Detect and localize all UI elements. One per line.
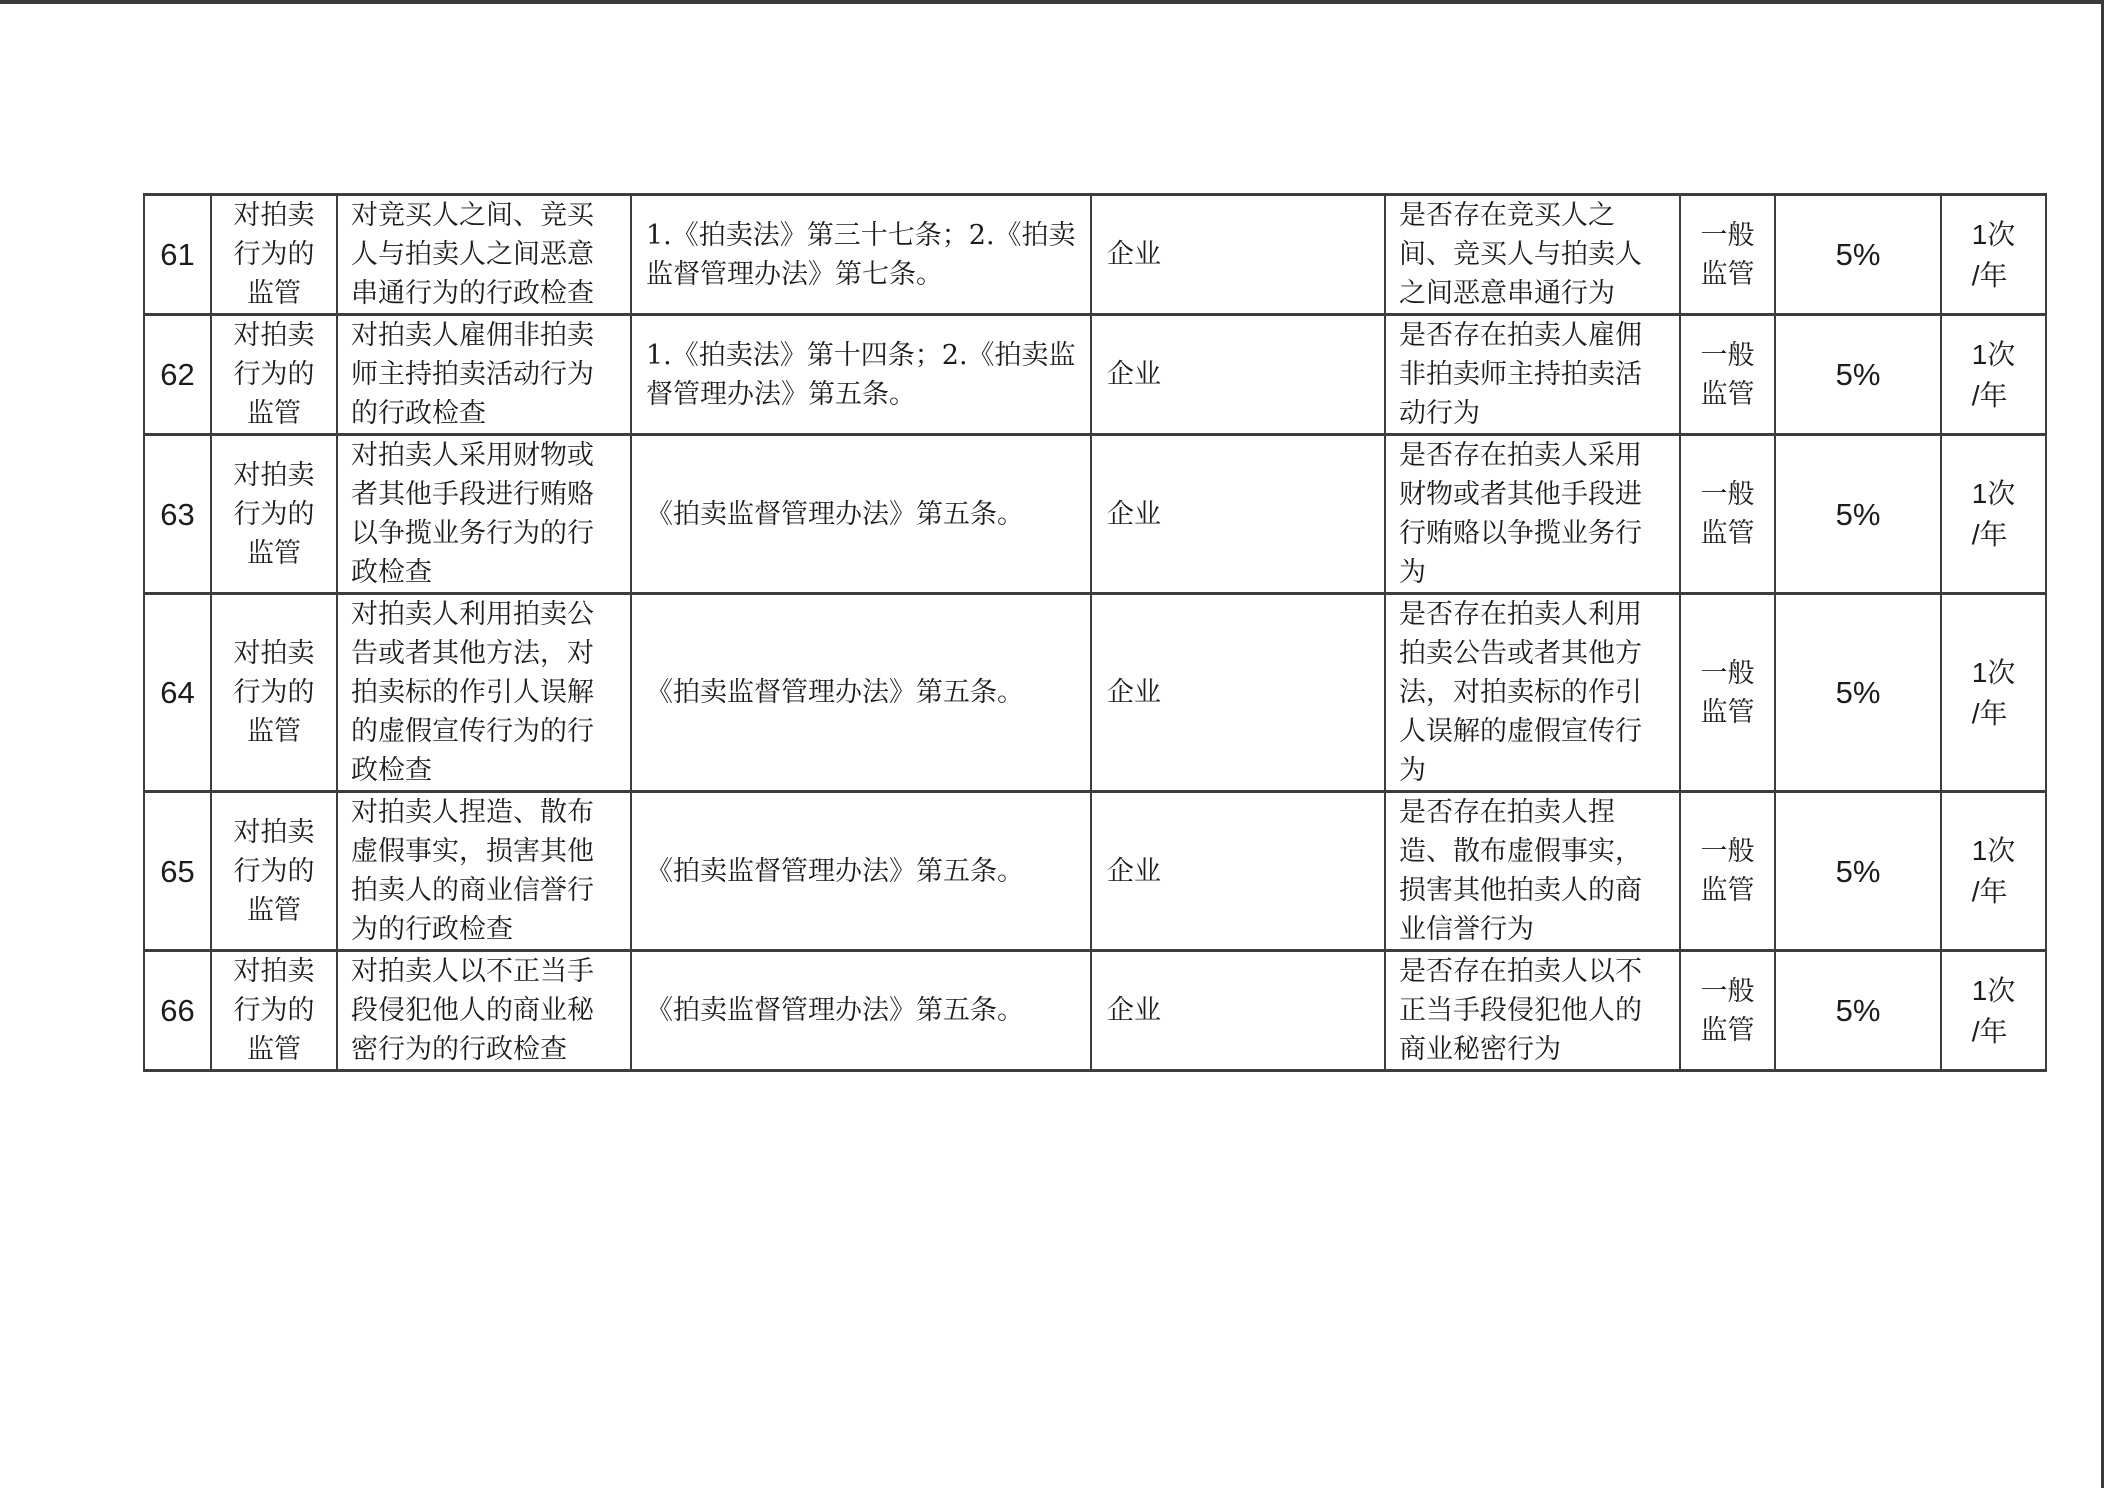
col-legal-basis: 《拍卖监督管理办法》第五条。 xyxy=(631,594,1091,792)
table-row xyxy=(144,435,2046,594)
col-sampling-ratio: 5% xyxy=(1775,195,1941,315)
col-item-name: 对拍卖人采用财物或者其他手段进行贿赂以争揽业务行为的行政检查 xyxy=(337,435,631,594)
col-check-content: 是否存在拍卖人雇佣非拍卖师主持拍卖活动行为 xyxy=(1385,315,1680,435)
col-frequency: 1次 /年 xyxy=(1941,792,2046,951)
col-sampling-ratio: 5% xyxy=(1775,951,1941,1071)
col-category: 对拍卖行为的监管 xyxy=(211,195,337,315)
col-check-content: 是否存在拍卖人以不正当手段侵犯他人的商业秘密行为 xyxy=(1385,951,1680,1071)
col-frequency: 1次 /年 xyxy=(1941,435,2046,594)
col-supervision-type: 一般监管 xyxy=(1680,315,1775,435)
col-target: 企业 xyxy=(1091,435,1385,594)
col-target: 企业 xyxy=(1091,951,1385,1071)
col-check-content: 是否存在拍卖人捏造、散布虚假事实，损害其他拍卖人的商业信誉行为 xyxy=(1385,792,1680,951)
col-supervision-type: 一般监管 xyxy=(1680,792,1775,951)
col-frequency: 1次 /年 xyxy=(1941,951,2046,1071)
col-seq: 65 xyxy=(144,792,211,951)
top-border-line xyxy=(0,0,2104,4)
table-row xyxy=(144,195,2046,315)
col-target: 企业 xyxy=(1091,195,1385,315)
col-supervision-type: 一般监管 xyxy=(1680,951,1775,1071)
col-sampling-ratio: 5% xyxy=(1775,792,1941,951)
col-legal-basis: 1.《拍卖法》第十四条；2.《拍卖监督管理办法》第五条。 xyxy=(631,315,1091,435)
col-category: 对拍卖行为的监管 xyxy=(211,951,337,1071)
col-frequency: 1次 /年 xyxy=(1941,195,2046,315)
col-legal-basis: 《拍卖监督管理办法》第五条。 xyxy=(631,435,1091,594)
supervision-items-table xyxy=(143,193,2047,1072)
col-category: 对拍卖行为的监管 xyxy=(211,315,337,435)
col-seq: 62 xyxy=(144,315,211,435)
col-sampling-ratio: 5% xyxy=(1775,435,1941,594)
col-item-name: 对拍卖人以不正当手段侵犯他人的商业秘密行为的行政检查 xyxy=(337,951,631,1071)
col-supervision-type: 一般监管 xyxy=(1680,594,1775,792)
col-seq: 63 xyxy=(144,435,211,594)
col-category: 对拍卖行为的监管 xyxy=(211,435,337,594)
col-item-name: 对拍卖人雇佣非拍卖师主持拍卖活动行为的行政检查 xyxy=(337,315,631,435)
col-item-name: 对拍卖人捏造、散布虚假事实，损害其他拍卖人的商业信誉行为的行政检查 xyxy=(337,792,631,951)
col-legal-basis: 《拍卖监督管理办法》第五条。 xyxy=(631,951,1091,1071)
col-sampling-ratio: 5% xyxy=(1775,315,1941,435)
table-row xyxy=(144,792,2046,951)
col-item-name: 对拍卖人利用拍卖公告或者其他方法，对拍卖标的作引人误解的虚假宣传行为的行政检查 xyxy=(337,594,631,792)
col-supervision-type: 一般监管 xyxy=(1680,435,1775,594)
col-seq: 66 xyxy=(144,951,211,1071)
col-category: 对拍卖行为的监管 xyxy=(211,792,337,951)
col-sampling-ratio: 5% xyxy=(1775,594,1941,792)
col-target: 企业 xyxy=(1091,792,1385,951)
col-item-name: 对竞买人之间、竞买人与拍卖人之间恶意串通行为的行政检查 xyxy=(337,195,631,315)
table-row xyxy=(144,951,2046,1071)
col-target: 企业 xyxy=(1091,594,1385,792)
col-legal-basis: 《拍卖监督管理办法》第五条。 xyxy=(631,792,1091,951)
col-seq: 61 xyxy=(144,195,211,315)
col-check-content: 是否存在竞买人之间、竞买人与拍卖人之间恶意串通行为 xyxy=(1385,195,1680,315)
col-check-content: 是否存在拍卖人利用拍卖公告或者其他方法，对拍卖标的作引人误解的虚假宣传行为 xyxy=(1385,594,1680,792)
table-row xyxy=(144,594,2046,792)
col-check-content: 是否存在拍卖人采用财物或者其他手段进行贿赂以争揽业务行为 xyxy=(1385,435,1680,594)
table-row xyxy=(144,315,2046,435)
col-legal-basis: 1.《拍卖法》第三十七条；2.《拍卖监督管理办法》第七条。 xyxy=(631,195,1091,315)
col-supervision-type: 一般监管 xyxy=(1680,195,1775,315)
col-category: 对拍卖行为的监管 xyxy=(211,594,337,792)
col-frequency: 1次 /年 xyxy=(1941,315,2046,435)
col-seq: 64 xyxy=(144,594,211,792)
col-frequency: 1次 /年 xyxy=(1941,594,2046,792)
col-target: 企业 xyxy=(1091,315,1385,435)
